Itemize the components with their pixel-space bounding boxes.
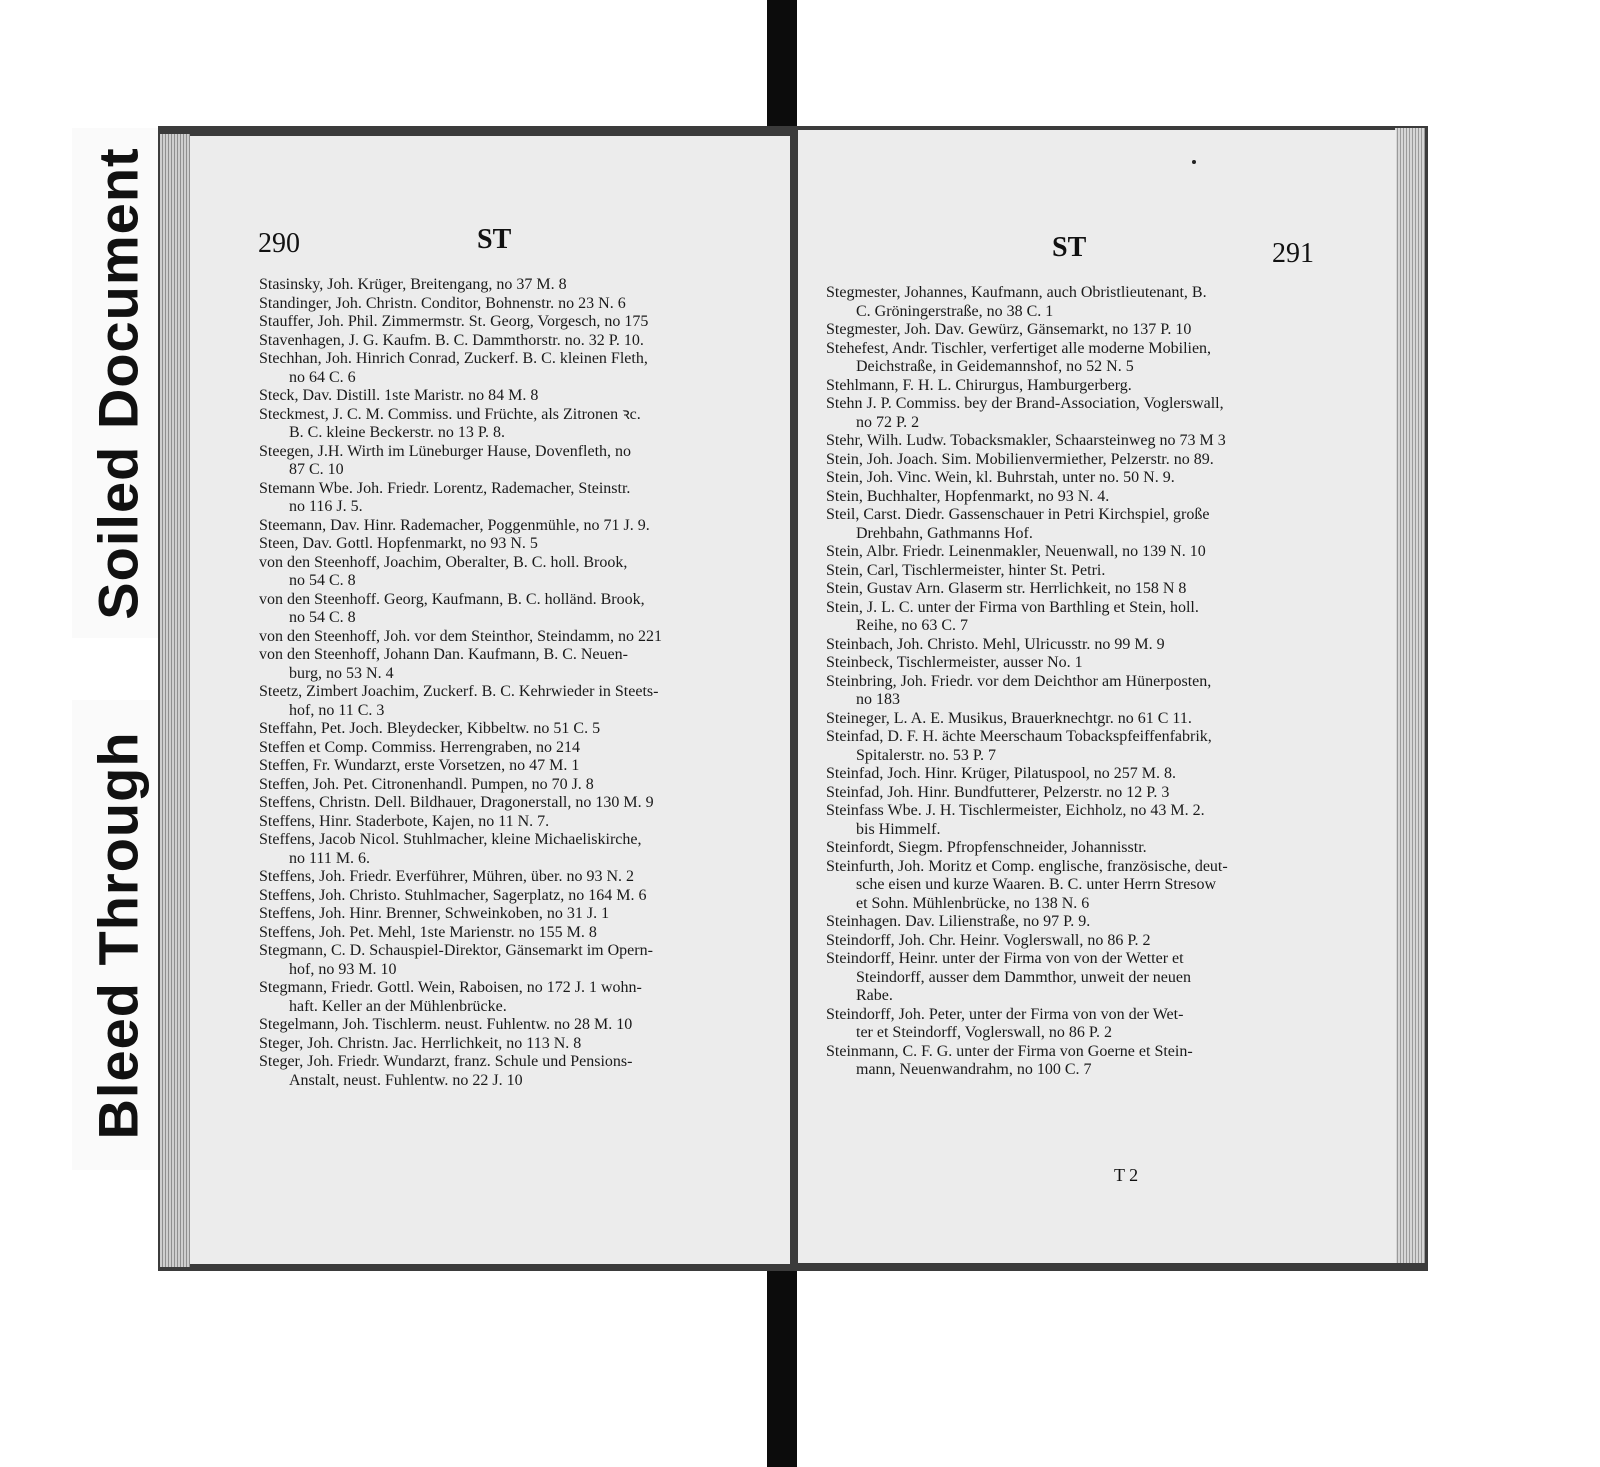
directory-entry [259, 350, 779, 387]
directory-entry [259, 979, 779, 1016]
entry-line: Stein, Carl, Tischlermeister, hinter St. Petri. [826, 561, 1106, 579]
directory-entry [826, 562, 1386, 581]
entry-continuation-line: B. C. kleine Beckerstr. no 13 P. 8. [289, 424, 505, 441]
directory-entry [826, 543, 1386, 562]
entry-line: Steinbach, Joh. Christo. Mehl, Ulricusstr. no 99 M. 9 [826, 635, 1165, 653]
entry-line: Steinfad, Joh. Hinr. Bundfutterer, Pelzerstr. no 12 P. 3 [826, 783, 1170, 801]
directory-entry [259, 332, 779, 351]
entry-line: Steger, Joh. Friedr. Wundarzt, franz. Schule und Pensions- [259, 1053, 633, 1070]
entry-line: Steinmann, C. F. G. unter der Firma von Goerne et Stein- [826, 1042, 1193, 1060]
directory-entry [259, 942, 779, 979]
entry-line: Stegmester, Joh. Dav. Gewürz, Gänsemarkt, no 137 P. 10 [826, 321, 1192, 338]
directory-entry [259, 887, 779, 906]
right-entry-list [826, 284, 1386, 1080]
entry-line: Steinbring, Joh. Friedr. vor dem Deichthor am Hünerposten, [826, 672, 1212, 690]
directory-entry [826, 765, 1386, 784]
entry-line: Stein, Albr. Friedr. Leinenmakler, Neuenwall, no 139 N. 10 [826, 543, 1206, 560]
directory-entry [259, 924, 779, 943]
printer-signature: T 2 [1114, 1165, 1139, 1185]
entry-line: von den Steenhoff, Joachim, Oberalter, B. C. holl. Brook, [259, 553, 628, 571]
entry-line: Steindorff, Joh. Chr. Heinr. Voglerswall, no 86 P. 2 [826, 931, 1151, 949]
entry-line: Steffens, Joh. Pet. Mehl, 1ste Marienstr. no 155 M. 8 [259, 923, 597, 941]
bleed-through-text: Bleed Through [86, 730, 150, 1140]
directory-entry [259, 554, 779, 591]
entry-line: Steffens, Christn. Dell. Bildhauer, Dragonerstall, no 130 M. 9 [259, 794, 654, 811]
left-page-number: 290 [258, 228, 300, 259]
directory-entry [826, 284, 1386, 321]
directory-entry [826, 451, 1386, 470]
entry-line: Steinbeck, Tischlermeister, ausser No. 1 [826, 654, 1083, 671]
entry-continuation-line: no 72 P. 2 [856, 413, 920, 431]
directory-entry [259, 313, 779, 332]
entry-line: Steffens, Joh. Christo. Stuhlmacher, Sagerplatz, no 164 M. 6 [259, 886, 647, 904]
entry-line: Steinfad, Joch. Hinr. Krüger, Pilatuspool, no 257 M. 8. [826, 765, 1176, 782]
directory-entry [826, 784, 1386, 803]
entry-continuation-line: burg, no 53 N. 4 [289, 664, 394, 682]
entry-line: Stechhan, Joh. Hinrich Conrad, Zuckerf. B. C. kleinen Fleth, [259, 350, 648, 367]
entry-continuation-line: hof, no 93 M. 10 [289, 960, 397, 978]
directory-entry [259, 868, 779, 887]
directory-entry [259, 1035, 779, 1054]
directory-entry [259, 683, 779, 720]
directory-entry [259, 720, 779, 739]
entry-continuation-line: Spitalerstr. no. 53 P. 7 [856, 746, 997, 764]
entry-line: Steffen, Fr. Wundarzt, erste Vorsetzen, no 47 M. 1 [259, 757, 580, 774]
entry-line: Stemann Wbe. Joh. Friedr. Lorentz, Rademacher, Steinstr. [259, 479, 631, 497]
directory-entry [826, 673, 1386, 710]
entry-continuation-line: sche eisen und kurze Waaren. B. C. unter Herrn Stresow [856, 876, 1217, 893]
entry-continuation-line: no 116 J. 5. [289, 498, 363, 515]
entry-continuation-line: haft. Keller an der Mühlenbrücke. [289, 997, 507, 1015]
entry-continuation-line: Drehbahn, Gathmanns Hof. [856, 524, 1033, 542]
entry-continuation-line: no 183 [856, 691, 900, 708]
directory-entry [259, 646, 779, 683]
directory-entry [259, 831, 779, 868]
entry-continuation-line: Anstalt, neust. Fuhlentw. no 22 J. 10 [289, 1071, 523, 1089]
directory-entry [259, 739, 779, 758]
entry-continuation-line: no 54 C. 8 [289, 609, 356, 626]
entry-line: Stehlmann, F. H. L. Chirurgus, Hamburgerberg. [826, 376, 1132, 394]
directory-entry [826, 599, 1386, 636]
entry-line: Stegmann, C. D. Schauspiel-Direktor, Gänsemarkt im Opern- [259, 942, 653, 959]
directory-entry [826, 377, 1386, 396]
entry-line: Steck, Dav. Distill. 1ste Maristr. no 84 M. 8 [259, 387, 539, 404]
directory-entry [826, 1006, 1386, 1043]
entry-continuation-line: 87 C. 10 [289, 461, 344, 478]
entry-continuation-line: no 111 M. 6. [289, 849, 371, 867]
entry-line: von den Steenhoff, Johann Dan. Kaufmann, B. C. Neuen- [259, 646, 628, 663]
entry-line: Steinfad, D. F. H. ächte Meerschaum Tobackspfeiffenfabrik, [826, 728, 1212, 745]
right-page-heading: ST [1052, 232, 1087, 263]
directory-entry [826, 395, 1386, 432]
directory-entry [259, 276, 779, 295]
entry-line: Steger, Joh. Christn. Jac. Herrlichkeit, no 113 N. 8 [259, 1034, 582, 1052]
entry-continuation-line: et Sohn. Mühlenbrücke, no 138 N. 6 [856, 894, 1090, 912]
entry-continuation-line: ter et Steindorff, Voglerswall, no 86 P. 2 [856, 1024, 1112, 1041]
entry-line: Stein, J. L. C. unter der Firma von Barthling et Stein, holl. [826, 598, 1199, 616]
directory-entry [826, 469, 1386, 488]
right-page-number: 291 [1272, 238, 1314, 269]
directory-entry [259, 387, 779, 406]
directory-entry [826, 488, 1386, 507]
entry-line: Stegelmann, Joh. Tischlerm. neust. Fuhlentw. no 28 M. 10 [259, 1016, 633, 1033]
right-page [798, 130, 1396, 1263]
entry-line: Steffens, Hinr. Staderbote, Kajen, no 11 N. 7. [259, 812, 550, 830]
entry-continuation-line: no 64 C. 6 [289, 368, 356, 386]
left-page [190, 136, 790, 1264]
entry-line: Steinfordt, Siegm. Pfropfenschneider, Johannisstr. [826, 839, 1147, 856]
right-page-edges [1395, 128, 1425, 1263]
directory-entry [259, 1053, 779, 1090]
directory-entry [259, 905, 779, 924]
directory-entry [826, 654, 1386, 673]
entry-line: Steetz, Zimbert Joachim, Zuckerf. B. C. Kehrwieder in Steets- [259, 683, 659, 700]
directory-entry [826, 913, 1386, 932]
directory-entry [826, 710, 1386, 729]
entry-line: Steckmest, J. C. M. Commiss. und Früchte, als Zitronen ꝛc. [259, 405, 641, 423]
directory-entry [826, 802, 1386, 839]
soiled-document-label [72, 128, 164, 638]
entry-line: Stegmann, Friedr. Gottl. Wein, Raboisen, no 172 J. 1 wohn- [259, 979, 642, 996]
entry-line: Steineger, L. A. E. Musikus, Brauerknechtgr. no 61 C 11. [826, 709, 1192, 727]
directory-entry [826, 728, 1386, 765]
left-page-edges [160, 134, 190, 1267]
directory-entry [259, 517, 779, 536]
entry-continuation-line: Steindorff, ausser dem Dammthor, unweit der neuen [856, 968, 1191, 986]
bleed-through-label [72, 700, 164, 1170]
directory-entry [259, 1016, 779, 1035]
entry-continuation-line: C. Gröningerstraße, no 38 C. 1 [856, 302, 1054, 320]
directory-entry [826, 580, 1386, 599]
entry-line: Stegmester, Johannes, Kaufmann, auch Obristlieutenant, B. [826, 284, 1207, 301]
directory-entry [826, 636, 1386, 655]
entry-line: Steinfurth, Joh. Moritz et Comp. englische, französische, deut- [826, 857, 1228, 875]
entry-line: Steinhagen. Dav. Lilienstraße, no 97 P. 9. [826, 913, 1091, 930]
entry-line: Stein, Buchhalter, Hopfenmarkt, no 93 N. 4. [826, 487, 1110, 505]
entry-line: Stein, Gustav Arn. Glaserm str. Herrlichkeit, no 158 N 8 [826, 580, 1187, 597]
entry-line: Steindorff, Heinr. unter der Firma von von der Wetter et [826, 950, 1184, 967]
entry-continuation-line: bis Himmelf. [856, 820, 941, 838]
directory-entry [826, 950, 1386, 1006]
directory-entry [259, 480, 779, 517]
entry-line: Stehr, Wilh. Ludw. Tobacksmakler, Schaarsteinweg no 73 M 3 [826, 432, 1226, 449]
entry-line: Stasinsky, Joh. Krüger, Breitengang, no 37 M. 8 [259, 276, 567, 293]
directory-entry [826, 432, 1386, 451]
entry-line: Steffahn, Pet. Joch. Bleydecker, Kibbeltw. no 51 C. 5 [259, 720, 601, 737]
binding-strip-bottom [767, 1262, 797, 1467]
entry-line: Steffen et Comp. Commiss. Herrengraben, no 214 [259, 738, 580, 756]
entry-line: Stein, Joh. Vinc. Wein, kl. Buhrstah, unter no. 50 N. 9. [826, 469, 1175, 486]
entry-line: Steffens, Joh. Friedr. Everführer, Mühren, über. no 93 N. 2 [259, 868, 634, 885]
entry-line: Steffens, Jacob Nicol. Stuhlmacher, kleine Michaeliskirche, [259, 831, 642, 848]
entry-continuation-line: Deichstraße, in Geidemannshof, no 52 N. 5 [856, 358, 1134, 375]
entry-line: Stehefest, Andr. Tischler, verfertiget alle moderne Mobilien, [826, 339, 1212, 357]
entry-continuation-line: Reihe, no 63 C. 7 [856, 617, 968, 634]
directory-entry [826, 858, 1386, 914]
directory-entry [259, 794, 779, 813]
entry-line: Steffens, Joh. Hinr. Brenner, Schweinkoben, no 31 J. 1 [259, 905, 610, 922]
entry-continuation-line: mann, Neuenwandrahm, no 100 C. 7 [856, 1061, 1092, 1078]
directory-entry [259, 813, 779, 832]
left-page-heading: ST [477, 224, 512, 255]
entry-line: Steffen, Joh. Pet. Citronenhandl. Pumpen, no 70 J. 8 [259, 775, 594, 793]
entry-line: Steemann, Dav. Hinr. Rademacher, Poggenmühle, no 71 J. 9. [259, 516, 650, 534]
left-entry-list [259, 276, 779, 1090]
entry-line: Steinfass Wbe. J. H. Tischlermeister, Eichholz, no 43 M. 2. [826, 802, 1205, 819]
entry-line: Standinger, Joh. Christn. Conditor, Bohnenstr. no 23 N. 6 [259, 294, 626, 312]
soiled-document-text: Soiled Document [86, 146, 150, 620]
directory-entry [826, 839, 1386, 858]
entry-line: Steegen, J.H. Wirth im Lüneburger Hause, Dovenfleth, no [259, 442, 632, 460]
directory-entry [826, 506, 1386, 543]
directory-entry [826, 321, 1386, 340]
directory-entry [826, 932, 1386, 951]
entry-line: Stehn J. P. Commiss. bey der Brand-Association, Voglerswall, [826, 395, 1224, 412]
entry-line: Stavenhagen, J. G. Kaufm. B. C. Dammthorstr. no. 32 P. 10. [259, 331, 644, 349]
directory-entry [259, 406, 779, 443]
directory-entry [259, 776, 779, 795]
entry-continuation-line: Rabe. [856, 987, 893, 1004]
directory-entry [826, 340, 1386, 377]
entry-line: von den Steenhoff, Joh. vor dem Steinthor, Steindamm, no 221 [259, 627, 663, 645]
entry-line: von den Steenhoff. Georg, Kaufmann, B. C. holländ. Brook, [259, 590, 645, 608]
entry-line: Steindorff, Joh. Peter, unter der Firma von von der Wet- [826, 1005, 1184, 1023]
directory-entry [826, 1043, 1386, 1080]
directory-entry [259, 591, 779, 628]
entry-continuation-line: hof, no 11 C. 3 [289, 701, 385, 719]
entry-line: Steil, Carst. Diedr. Gassenschauer in Petri Kirchspiel, große [826, 506, 1210, 523]
entry-line: Steen, Dav. Gottl. Hopfenmarkt, no 93 N. 5 [259, 535, 538, 552]
directory-entry [259, 535, 779, 554]
directory-entry [259, 443, 779, 480]
directory-entry [259, 757, 779, 776]
entry-line: Stauffer, Joh. Phil. Zimmermstr. St. Georg, Vorgesch, no 175 [259, 313, 649, 330]
entry-line: Stein, Joh. Joach. Sim. Mobilienvermiether, Pelzerstr. no 89. [826, 450, 1214, 468]
directory-entry [259, 628, 779, 647]
entry-continuation-line: no 54 C. 8 [289, 572, 356, 589]
ink-speck [1192, 160, 1196, 164]
directory-entry [259, 295, 779, 314]
